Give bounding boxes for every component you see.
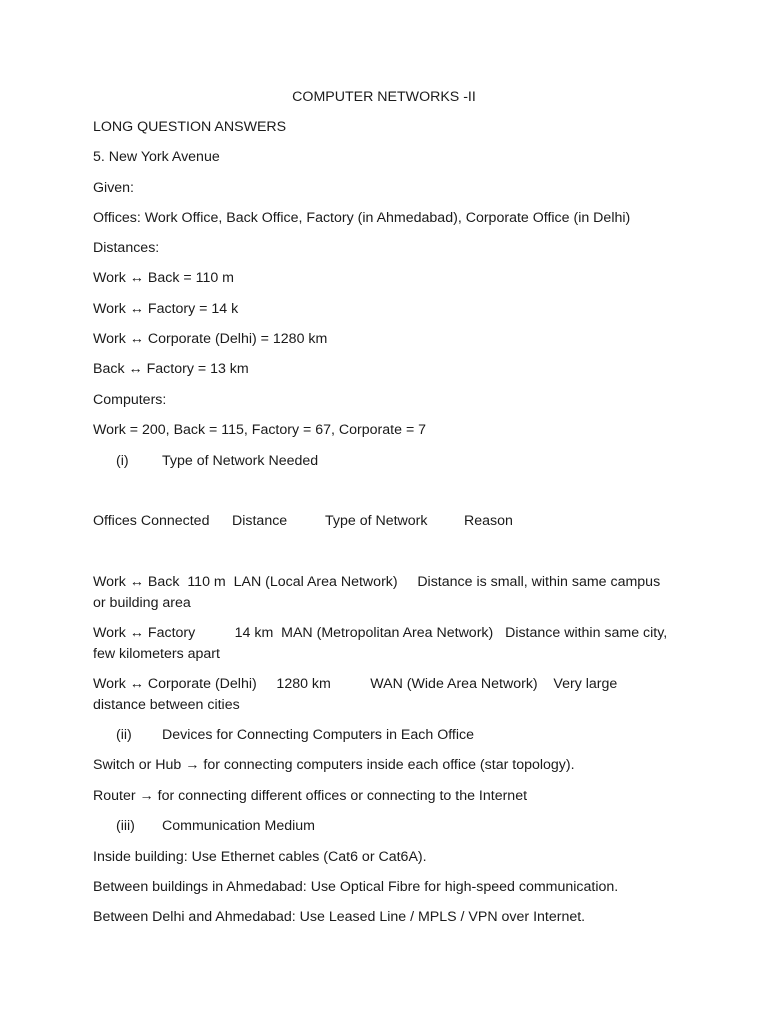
table-header-cell: Reason [464,513,513,529]
medium-line: Between buildings in Ahmedabad: Use Optical Fibre for high-speed communication. [93,879,619,895]
section-heading: LONG QUESTION ANSWERS [93,119,287,135]
part3-heading [116,816,315,836]
part2-number: (ii) [116,727,132,743]
given-label: Given: [93,180,135,196]
distance-item: Work ↔ Back = 110 m [93,270,235,286]
table-header-cell: Offices Connected [93,513,210,529]
table-header-row [93,511,593,531]
device-line: Switch or Hub → for connecting computers inside each office (star topology). [93,757,575,773]
computers-label: Computers: [93,392,167,408]
part2-heading [116,725,474,745]
question-title: 5. New York Avenue [93,149,220,165]
computers-line: Work = 200, Back = 115, Factory = 67, Corporate = 7 [93,422,427,438]
device-line: Router → for connecting different offices or connecting to the Internet [93,788,528,804]
medium-line: Between Delhi and Ahmedabad: Use Leased Line / MPLS / VPN over Internet. [93,909,586,925]
part1-heading [116,451,318,471]
distance-item: Work ↔ Corporate (Delhi) = 1280 km [93,331,328,347]
distance-item: Work ↔ Factory = 14 k [93,301,239,317]
part3-number: (iii) [116,818,135,834]
table-row: Work ↔ Factory 14 km MAN (Metropolitan Area Network) Distance within same city, few kilometers apart [93,625,672,662]
part1-title: Type of Network Needed [162,453,319,469]
document-title: COMPUTER NETWORKS -II [292,89,476,105]
table-header-cell: Distance [232,513,288,529]
distance-item: Back ↔ Factory = 13 km [93,361,249,377]
distances-label: Distances: [93,240,160,256]
part1-number: (i) [116,453,129,469]
part2-title: Devices for Connecting Computers in Each Office [162,727,475,743]
table-row: Work ↔ Back 110 m LAN (Local Area Network) Distance is small, within same campus or building area [93,574,665,611]
part3-title: Communication Medium [162,818,315,834]
medium-line: Inside building: Use Ethernet cables (Cat6 or Cat6A). [93,849,427,865]
offices-line: Offices: Work Office, Back Office, Factory (in Ahmedabad), Corporate Office (in Delhi) [93,210,631,226]
table-header-cell: Type of Network [325,513,428,529]
table-row: Work ↔ Corporate (Delhi) 1280 km WAN (Wide Area Network) Very large distance between cities [93,676,622,713]
